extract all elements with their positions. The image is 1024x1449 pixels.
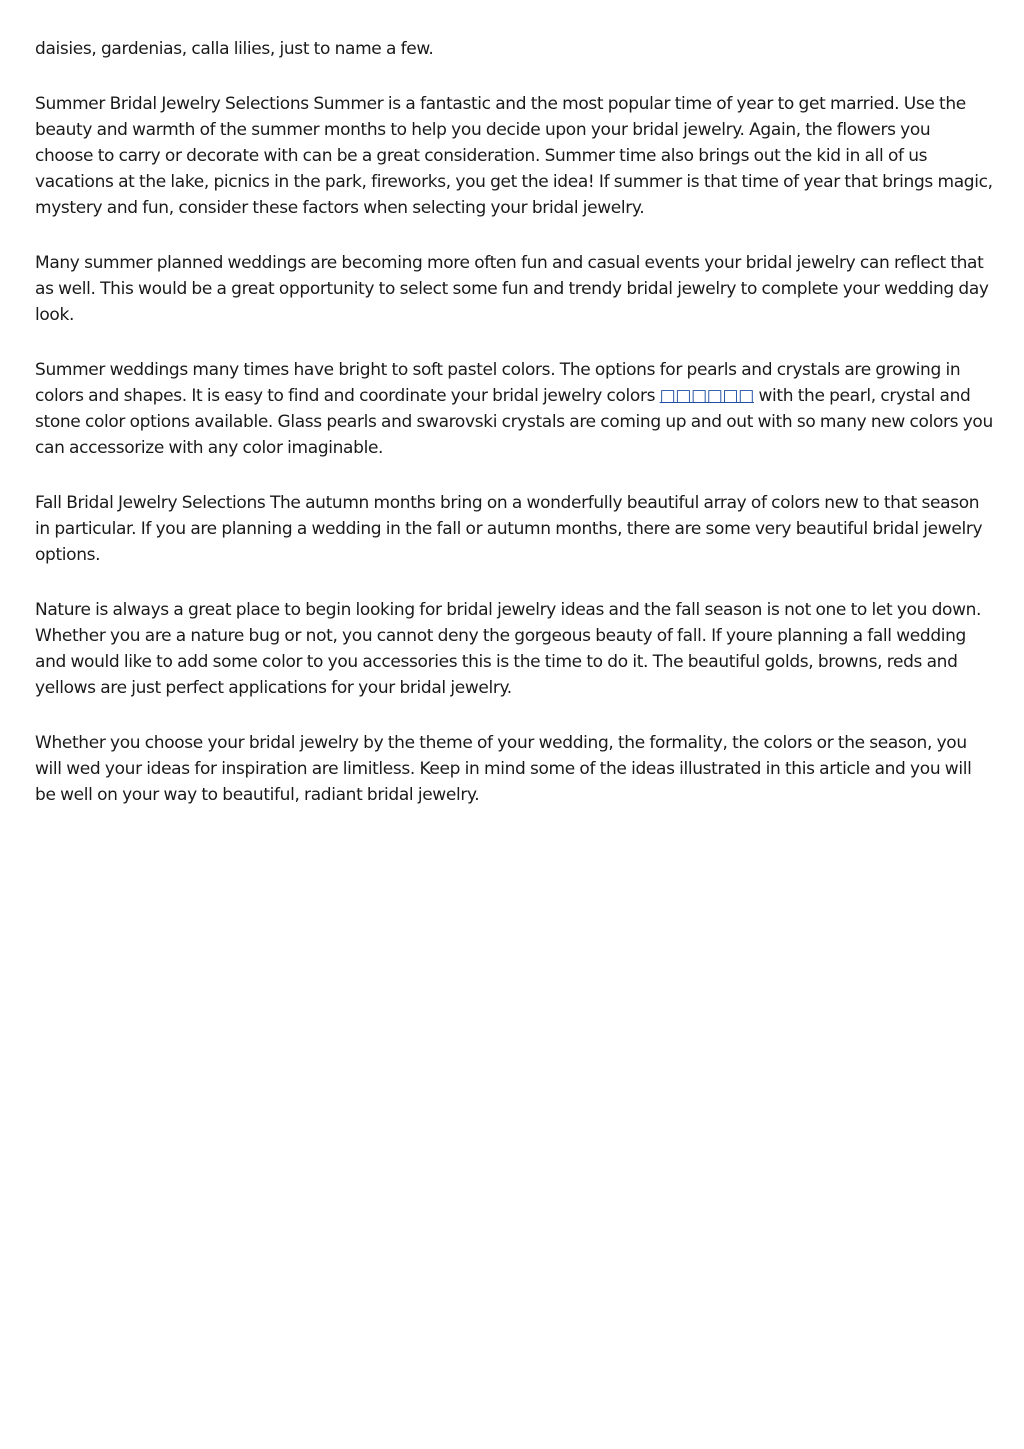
paragraph-fall-nature: Nature is always a great place to begin looking for bridal jewelry ideas and the fall season is not one to let you down. Whether you are a nature bug or not, you cannot deny the gorgeous beauty of fall. If youre planning a fall wedding and would like to add some color to you accessories this is the time to do it. The beautiful golds, browns, reds and yellows are just perfect applications for your bridal jewelry. — [35, 600, 982, 698]
paragraph-conclusion: Whether you choose your bridal jewelry by the theme of your wedding, the formality, the colors or the season, you will wed your ideas for inspiration are limitless. Keep in mind some of the ideas illustrated in this article and you will be well on your way to beautiful, radiant bridal jewelry. — [35, 733, 972, 805]
paragraph-summer-casual: Many summer planned weddings are becoming more often fun and casual events your bridal jewelry can reflect that as well. This would be a great opportunity to select some fun and trendy bridal jewelry to complete your wedding day look. — [35, 253, 989, 325]
document-body — [35, 36, 993, 837]
inline-link[interactable]: □□□□□□ — [659, 386, 754, 406]
paragraph-intro-flowers: daisies, gardenias, calla lilies, just to name a few. — [35, 39, 434, 59]
paragraph-fall-selections: Fall Bridal Jewelry Selections The autumn months bring on a wonderfully beautiful array of colors new to that season in particular. If you are planning a wedding in the fall or autumn months, there are some very beautiful bridal jewelry options. — [35, 493, 983, 565]
summer-colors-text-after: with the pearl, crystal and stone color options available. Glass pearls and swarovski crystals are coming up and out with so many new colors you can accessorize with any color imaginable. — [35, 386, 993, 458]
paragraph-summer-colors — [35, 357, 993, 461]
summer-colors-text-before: Summer weddings many times have bright to soft pastel colors. The options for pearls and crystals are growing in colors and shapes. It is easy to find and coordinate your bridal jewelry colors — [35, 360, 961, 406]
paragraph-summer-selections: Summer Bridal Jewelry Selections Summer is a fantastic and the most popular time of year to get married. Use the beauty and warmth of the summer months to help you decide upon your bridal jewelry. Again, the flowers you choose to carry or decorate with can be a great consideration. Summer time also brings out the kid in all of us vacations at the lake, picnics in the park, fireworks, you get the idea! If summer is that time of year that brings magic, mystery and fun, consider these factors when selecting your bridal jewelry. — [35, 94, 993, 218]
